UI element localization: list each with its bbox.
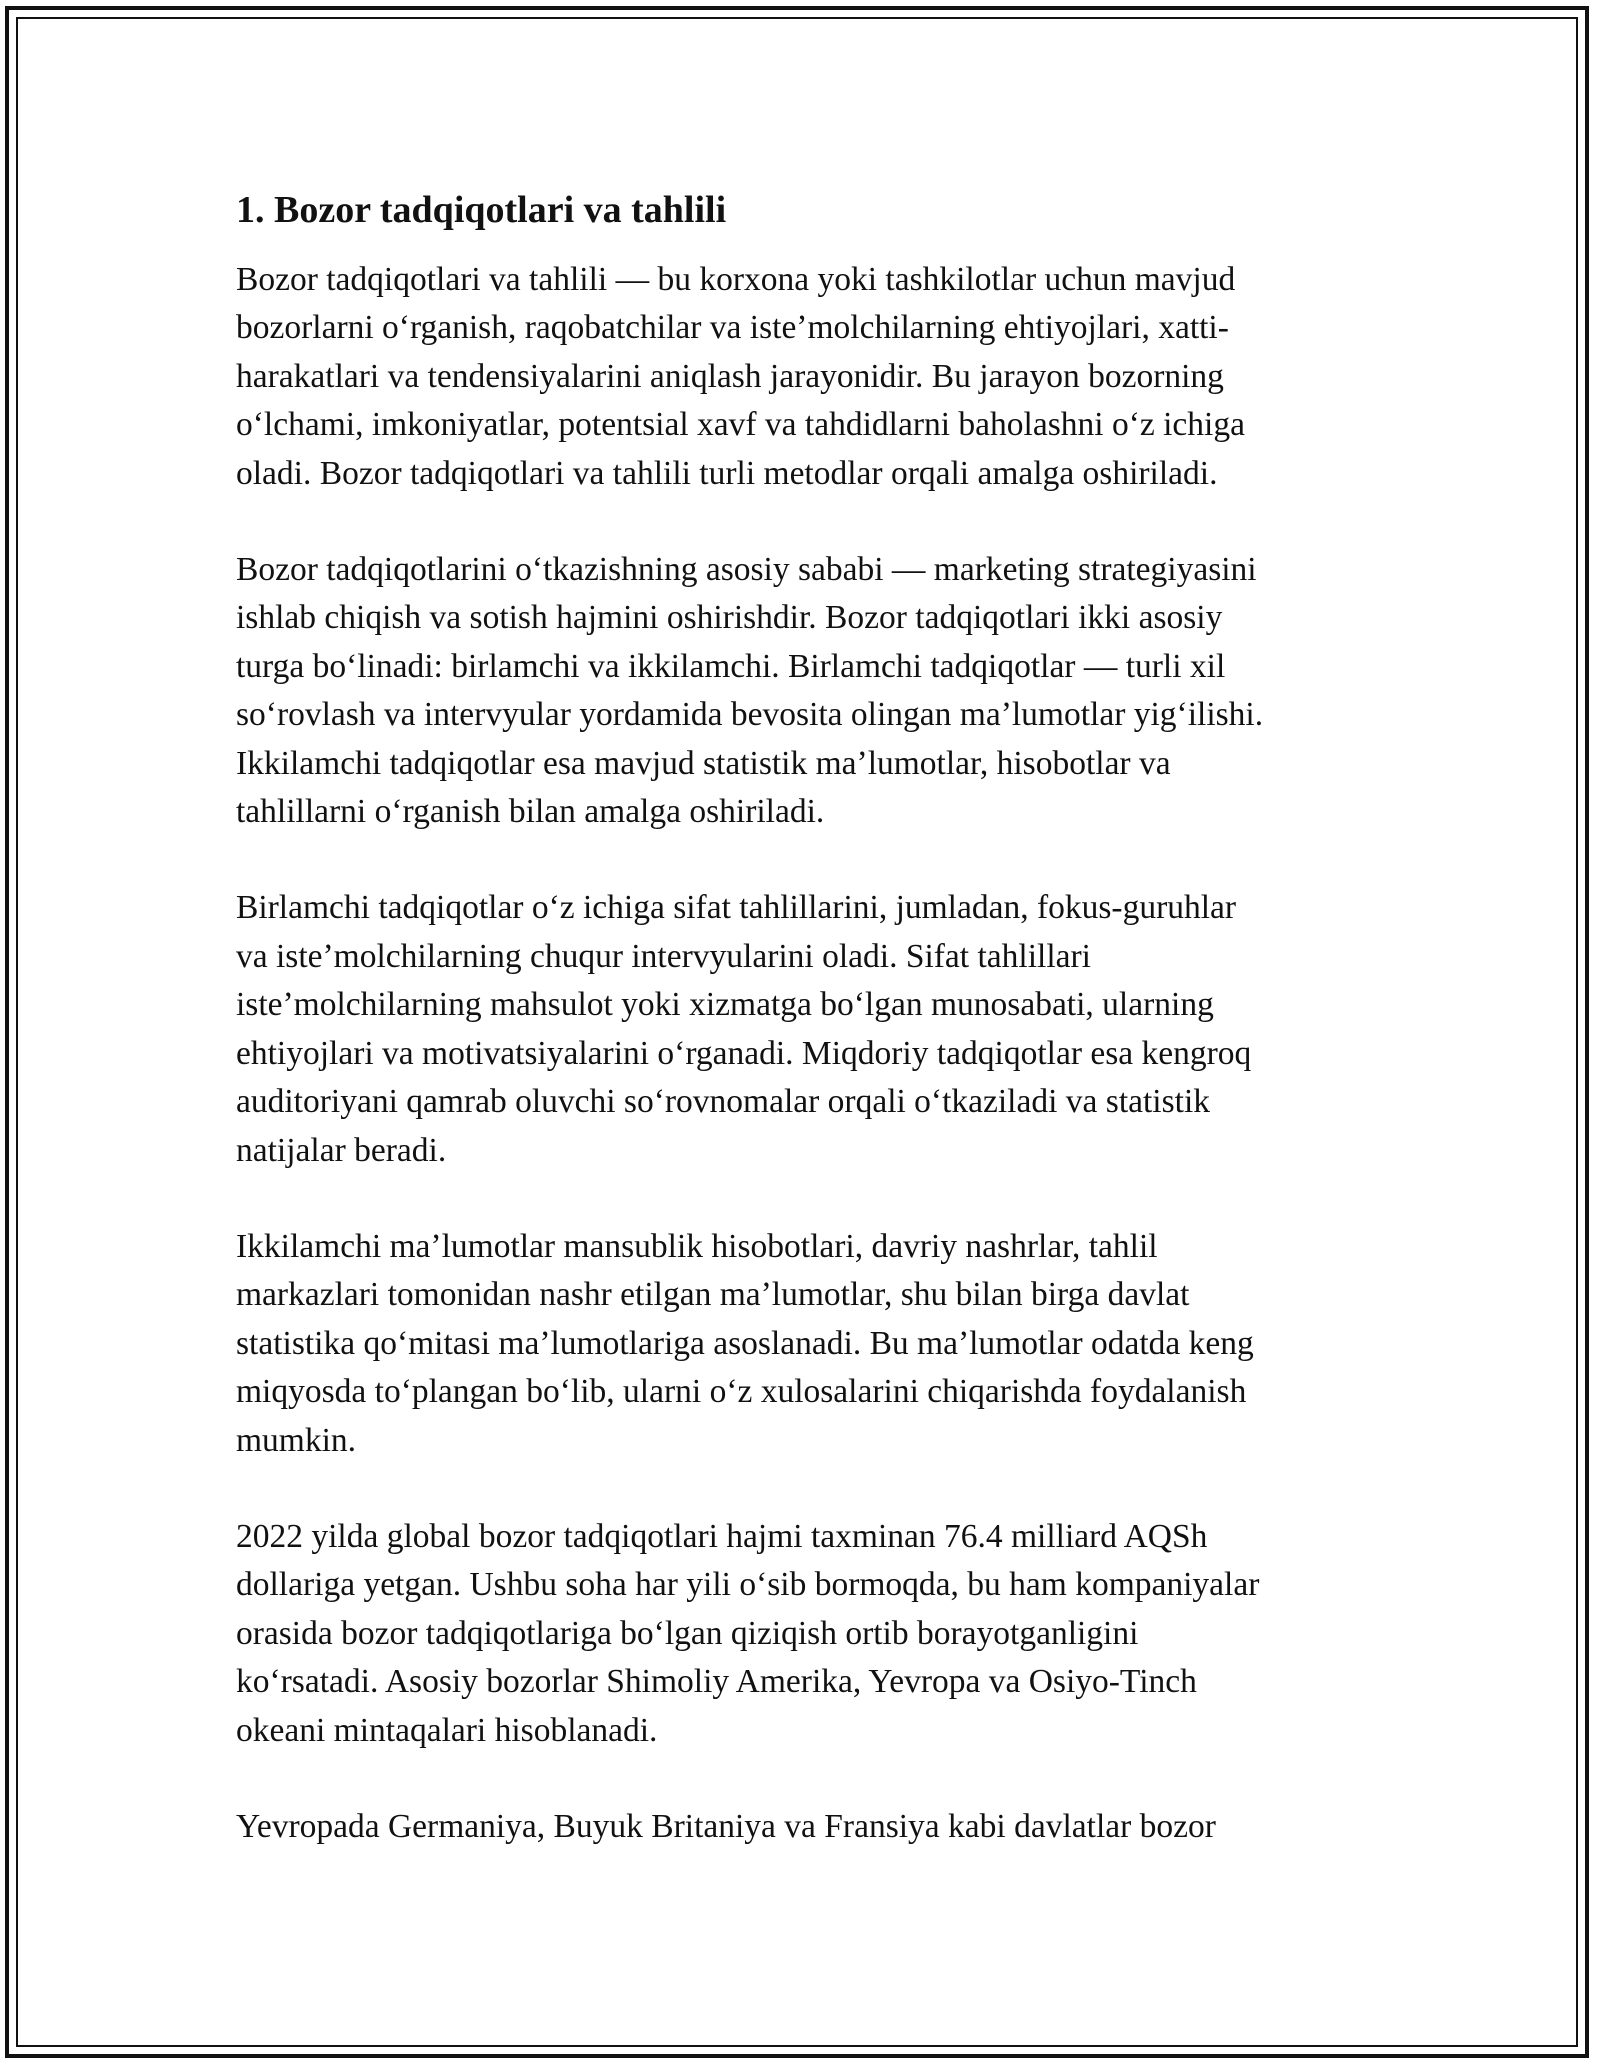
paragraph-2: Bozor tadqiqotlarini oʻtkazishning asosiy sababi — marketing strategiyasini ishlab chiqish va sotish hajmini oshirishdir. Bozor tadqiqotlari ikki asosiy turga boʻlinadi: birlamchi va ikkilamchi. Birlamchi tadqiqotlar — turli xil soʻrovlash va intervyular yordamida bevosita olingan maʼlumotlar yigʻilishi. Ikkilamchi tadqiqotlar esa mavjud statistik maʼlumotlar, hisobotlar va tahlillarni oʻrganish bilan amalga oshiriladi. [236, 551, 1264, 831]
document-page [236, 186, 1366, 1899]
paragraph-5: 2022 yilda global bozor tadqiqotlari hajmi taxminan 76.4 milliard AQSh dollariga yetgan. Ushbu soha har yili oʻsib bormoqda, bu ham kompaniyalar orasida bozor tadqiqotlariga boʻlgan qiziqish ortib borayotganligini koʻrsatadi. Asosiy bozorlar Shimoliy Amerika, Yevropa va Osiyo-Tinch okeani mintaqalari hisoblanadi. [236, 1517, 1260, 1749]
paragraph-4: Ikkilamchi maʼlumotlar mansublik hisobotlari, davriy nashrlar, tahlil markazlari tomonidan nashr etilgan maʼlumotlar, shu bilan birga davlat statistika qoʻmitasi maʼlumotlariga asoslanadi. Bu maʼlumotlar odatda keng miqyosda toʻplangan boʻlib, ularni oʻz xulosalarini chiqarishda foydalanish mumkin. [236, 1227, 1254, 1459]
paragraph-1: Bozor tadqiqotlari va tahlili — bu korxona yoki tashkilotlar uchun mavjud bozorlarni oʻrganish, raqobatchilar va isteʼmolchilarning ehtiyojlari, xatti- harakatlari va tendensiyalarini aniqlash jarayonidir. Bu jarayon bozorning oʻlchami, imkoniyatlar, potentsial xavf va tahdidlarni baholashni oʻz ichiga oladi. Bozor tadqiqotlari va tahlili turli metodlar orqali amalga oshiriladi. [236, 261, 1245, 492]
paragraph-6: Yevropada Germaniya, Buyuk Britaniya va Fransiya kabi davlatlar bozor [236, 1807, 1216, 1845]
section-heading: 1. Bozor tadqiqotlari va tahlili [236, 189, 727, 231]
paragraph-3: Birlamchi tadqiqotlar oʻz ichiga sifat tahlillarini, jumladan, fokus-guruhlar va isteʼmolchilarning chuqur intervyularini oladi. Sifat tahlillari isteʼmolchilarning mahsulot yoki xizmatga boʻlgan munosabati, ularning ehtiyojlari va motivatsiyalarini oʻrganadi. Miqdoriy tadqiqotlar esa kengroq auditoriyani qamrab oluvchi soʻrovnomalar orqali oʻtkaziladi va statistik natijalar beradi. [236, 889, 1252, 1169]
